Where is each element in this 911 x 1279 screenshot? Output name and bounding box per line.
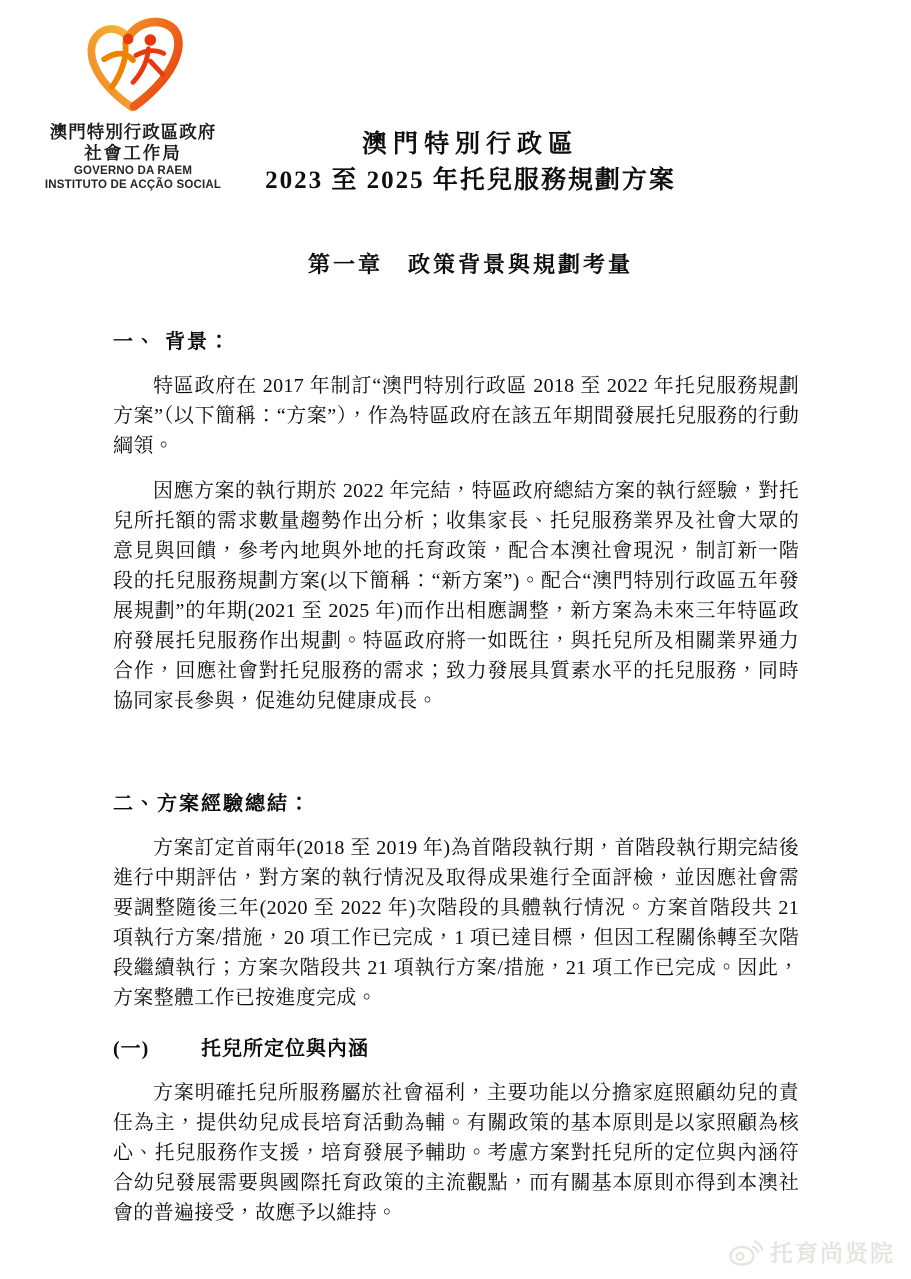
paragraph: 因應方案的執行期於 2022 年完結，特區政府總結方案的執行經驗，對托兒所托額的需求數量趨勢作出分析；收集家長、托兒服務業界及社會大眾的意見與回饋，參考內地與外地的托育政策，配合本澳社會現況，制訂新一階段的托兒服務規劃方案(以下簡稱：“新方案”)。配合“澳門特別行政區五年發展規劃”的年期(2021 至 2025 年)而作出相應調整，新方案為未來三年特區政府發展托兒服務作出規劃。特區政府將一如既往，與托兒所及相關業界通力合作，回應社會對托兒服務的需求；致力發展具質素水平的托兒服務，同時協同家長參與，促進幼兒健康成長。 — [113, 480, 799, 712]
subsection-1-heading — [113, 1035, 799, 1063]
section-2-number: 二、 — [113, 793, 157, 815]
chapter-heading: 第一章 政策背景與規劃考量 — [307, 252, 633, 277]
section-1-title: 背景： — [165, 331, 231, 353]
document-title-line2: 2023 至 2025 年托兒服務規劃方案 — [265, 167, 676, 194]
org-name-cn-line1: 澳門特別行政區政府 — [49, 122, 217, 142]
section-2-heading — [113, 790, 799, 818]
watermark — [729, 1235, 895, 1268]
section-plan-experience-summary — [113, 790, 799, 1228]
section-2-title: 方案經驗總結： — [157, 793, 311, 815]
document-title — [30, 128, 911, 200]
org-name-pt-line1: GOVERNO DA RAEM — [73, 165, 193, 177]
document-title-line1: 澳門特別行政區 — [361, 131, 579, 158]
section-1-heading — [113, 328, 799, 356]
section-1-number: 一、 — [113, 331, 157, 353]
heart-figures-logo-icon — [75, 14, 191, 118]
document-body — [113, 322, 799, 1228]
watermark-text: 托育尚贤院 — [770, 1240, 895, 1266]
org-name-pt-line2: INSTITUTO DE ACÇÃO SOCIAL — [44, 179, 222, 191]
weibo-icon — [729, 1238, 763, 1266]
subsection-1-number: (一) — [113, 1038, 150, 1060]
paragraph: 方案訂定首兩年(2018 至 2019 年)為首階段執行期，首階段執行期完結後進行中期評估，對方案的執行情況及取得成果進行全面評檢，並因應社會需要調整隨後三年(2020 至 2022 年)次階段的具體執行情況。方案首階段共 21 項執行方案/措施，20 項工作已完成，1 項已達目標，但因工程關係轉至次階段繼續執行；方案次階段共 21 項執行方案/措施，21 項工作已完成。因此，方案整體工作已按進度完成。 — [113, 837, 799, 1009]
section-background — [113, 328, 799, 716]
paragraph: 特區政府在 2017 年制訂“澳門特別行政區 2018 至 2022 年托兒服務規劃方案”（以下簡稱：“方案”），作為特區政府在該五年期間發展托兒服務的行動綱領。 — [113, 375, 799, 457]
org-name-cn-line2: 社會工作局 — [84, 143, 182, 163]
paragraph: 方案明確托兒所服務屬於社會福利，主要功能以分擔家庭照顧幼兒的責任為主，提供幼兒成長培育活動為輔。有關政策的基本原則是以家照顧為核心、托兒服務作支援，培育發展予輔助。考慮方案對托兒所的定位與內涵符合幼兒發展需要與國際托育政策的主流觀點，而有關基本原則亦得到本澳社會的普遍接受，故應予以維持。 — [113, 1082, 799, 1224]
subsection-1-title: 托兒所定位與內涵 — [201, 1038, 369, 1060]
